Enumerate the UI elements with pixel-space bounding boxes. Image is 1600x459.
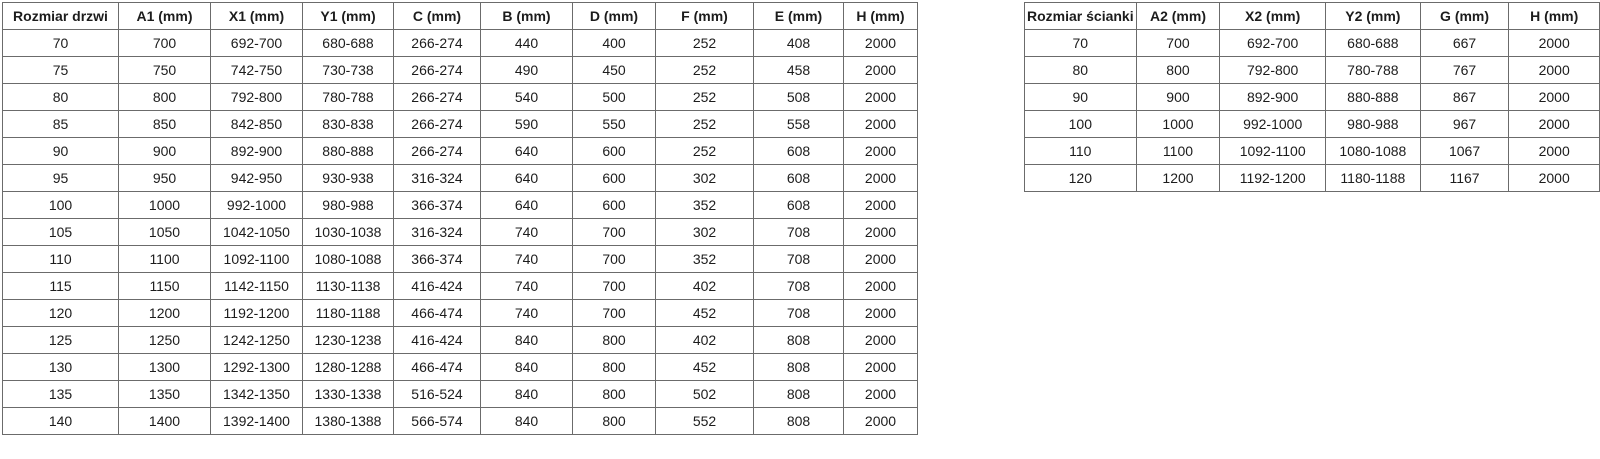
table-row — [3, 165, 918, 192]
table-cell: 2000 — [1509, 57, 1600, 84]
table-cell: 1142-1150 — [211, 273, 303, 300]
table-cell: 316-324 — [394, 165, 481, 192]
table-cell: 867 — [1420, 84, 1509, 111]
table-cell: 840 — [481, 354, 573, 381]
table-cell: 2000 — [844, 138, 918, 165]
table-cell: 2000 — [844, 273, 918, 300]
table-cell: 80 — [1025, 57, 1137, 84]
table-cell: 115 — [3, 273, 119, 300]
table-row — [3, 57, 918, 84]
table-cell: 740 — [481, 300, 573, 327]
table-cell: 120 — [1025, 165, 1137, 192]
table-cell: 2000 — [844, 84, 918, 111]
table-cell: 792-800 — [211, 84, 303, 111]
table-cell: 1080-1088 — [1325, 138, 1420, 165]
table-cell: 302 — [656, 165, 754, 192]
table-cell: 942-950 — [211, 165, 303, 192]
table-cell: 266-274 — [394, 30, 481, 57]
table-cell: 550 — [573, 111, 656, 138]
table-cell: 800 — [573, 327, 656, 354]
table-cell: 992-1000 — [211, 192, 303, 219]
table-cell: 708 — [754, 273, 844, 300]
table-row — [3, 354, 918, 381]
table-cell: 466-474 — [394, 300, 481, 327]
table-cell: 2000 — [844, 192, 918, 219]
table-cell: 125 — [3, 327, 119, 354]
table-cell: 516-524 — [394, 381, 481, 408]
table-cell: 1000 — [1136, 111, 1220, 138]
table-cell: 1400 — [119, 408, 211, 435]
table-cell: 680-688 — [303, 30, 394, 57]
table-cell: 700 — [1136, 30, 1220, 57]
table-cell: 708 — [754, 300, 844, 327]
table-cell: 508 — [754, 84, 844, 111]
table-cell: 466-474 — [394, 354, 481, 381]
table-cell: 1080-1088 — [303, 246, 394, 273]
column-header: A1 (mm) — [119, 3, 211, 30]
table-cell: 110 — [3, 246, 119, 273]
table-cell: 740 — [481, 246, 573, 273]
table-cell: 2000 — [844, 165, 918, 192]
table-cell: 2000 — [844, 300, 918, 327]
table-cell: 800 — [1136, 57, 1220, 84]
table-cell: 366-374 — [394, 246, 481, 273]
table-cell: 266-274 — [394, 138, 481, 165]
table-cell: 252 — [656, 138, 754, 165]
table-cell: 450 — [573, 57, 656, 84]
table-cell: 730-738 — [303, 57, 394, 84]
column-header: Y1 (mm) — [303, 3, 394, 30]
table-cell: 700 — [573, 246, 656, 273]
table-cell: 1280-1288 — [303, 354, 394, 381]
table-cell: 1180-1188 — [303, 300, 394, 327]
table-cell: 1300 — [119, 354, 211, 381]
table-cell: 800 — [119, 84, 211, 111]
table-cell: 950 — [119, 165, 211, 192]
table-cell: 266-274 — [394, 84, 481, 111]
table-cell: 352 — [656, 192, 754, 219]
table-cell: 840 — [481, 408, 573, 435]
table-cell: 1200 — [119, 300, 211, 327]
table-cell: 700 — [573, 300, 656, 327]
table-cell: 490 — [481, 57, 573, 84]
column-header: X1 (mm) — [211, 3, 303, 30]
table-cell: 708 — [754, 219, 844, 246]
table-cell: 2000 — [844, 246, 918, 273]
table-row — [3, 111, 918, 138]
table-cell: 808 — [754, 327, 844, 354]
table-cell: 590 — [481, 111, 573, 138]
table-cell: 1342-1350 — [211, 381, 303, 408]
table-cell: 558 — [754, 111, 844, 138]
table-cell: 90 — [1025, 84, 1137, 111]
table-cell: 1230-1238 — [303, 327, 394, 354]
table-cell: 840 — [481, 327, 573, 354]
column-header: G (mm) — [1420, 3, 1509, 30]
table-cell: 1200 — [1136, 165, 1220, 192]
table-cell: 1092-1100 — [1220, 138, 1326, 165]
table-row — [3, 327, 918, 354]
table-cell: 316-324 — [394, 219, 481, 246]
table-cell: 892-900 — [211, 138, 303, 165]
table-cell: 566-574 — [394, 408, 481, 435]
table-cell: 640 — [481, 192, 573, 219]
table-row — [3, 138, 918, 165]
column-header: E (mm) — [754, 3, 844, 30]
table-cell: 1167 — [1420, 165, 1509, 192]
table-cell: 302 — [656, 219, 754, 246]
table-cell: 1392-1400 — [211, 408, 303, 435]
table-cell: 85 — [3, 111, 119, 138]
table-row — [3, 219, 918, 246]
table-cell: 95 — [3, 165, 119, 192]
table-cell: 767 — [1420, 57, 1509, 84]
table-cell: 800 — [573, 381, 656, 408]
table-cell: 100 — [3, 192, 119, 219]
table-cell: 2000 — [844, 408, 918, 435]
table-cell: 2000 — [1509, 111, 1600, 138]
table-cell: 1350 — [119, 381, 211, 408]
table-cell: 2000 — [844, 381, 918, 408]
table-cell: 1092-1100 — [211, 246, 303, 273]
table-cell: 252 — [656, 57, 754, 84]
table-row — [3, 192, 918, 219]
table-cell: 1180-1188 — [1325, 165, 1420, 192]
table-cell: 900 — [1136, 84, 1220, 111]
table-cell: 842-850 — [211, 111, 303, 138]
table-cell: 552 — [656, 408, 754, 435]
table-cell: 502 — [656, 381, 754, 408]
table-cell: 850 — [119, 111, 211, 138]
table-cell: 90 — [3, 138, 119, 165]
header-row — [1025, 3, 1600, 30]
table-cell: 2000 — [1509, 84, 1600, 111]
table-cell: 667 — [1420, 30, 1509, 57]
table-cell: 135 — [3, 381, 119, 408]
table-cell: 930-938 — [303, 165, 394, 192]
table-cell: 440 — [481, 30, 573, 57]
table-cell: 608 — [754, 165, 844, 192]
table-row — [3, 408, 918, 435]
table-cell: 2000 — [844, 30, 918, 57]
table-cell: 252 — [656, 30, 754, 57]
table-cell: 1130-1138 — [303, 273, 394, 300]
wall-dimensions-table — [1024, 2, 1600, 192]
table-cell: 992-1000 — [1220, 111, 1326, 138]
table-cell: 740 — [481, 273, 573, 300]
table-cell: 808 — [754, 354, 844, 381]
table-cell: 880-888 — [303, 138, 394, 165]
table-cell: 740 — [481, 219, 573, 246]
table-cell: 1050 — [119, 219, 211, 246]
table-cell: 792-800 — [1220, 57, 1326, 84]
table-cell: 980-988 — [303, 192, 394, 219]
table-cell: 700 — [119, 30, 211, 57]
column-header: X2 (mm) — [1220, 3, 1326, 30]
table-cell: 252 — [656, 84, 754, 111]
table-row — [1025, 57, 1600, 84]
table-cell: 808 — [754, 408, 844, 435]
table-cell: 892-900 — [1220, 84, 1326, 111]
table-cell: 1192-1200 — [1220, 165, 1326, 192]
door-dimensions-table — [2, 2, 918, 435]
table-cell: 800 — [573, 354, 656, 381]
table-cell: 400 — [573, 30, 656, 57]
column-header: B (mm) — [481, 3, 573, 30]
table-cell: 750 — [119, 57, 211, 84]
table-cell: 75 — [3, 57, 119, 84]
header-row — [3, 3, 918, 30]
table-cell: 692-700 — [1220, 30, 1326, 57]
table-row — [1025, 165, 1600, 192]
table-cell: 680-688 — [1325, 30, 1420, 57]
table-cell: 1030-1038 — [303, 219, 394, 246]
table-cell: 700 — [573, 219, 656, 246]
table-cell: 1150 — [119, 273, 211, 300]
table-cell: 1067 — [1420, 138, 1509, 165]
table-cell: 800 — [573, 408, 656, 435]
table-cell: 352 — [656, 246, 754, 273]
table-cell: 1100 — [1136, 138, 1220, 165]
table-cell: 880-888 — [1325, 84, 1420, 111]
table-cell: 980-988 — [1325, 111, 1420, 138]
table-cell: 700 — [573, 273, 656, 300]
table-cell: 2000 — [1509, 138, 1600, 165]
table-cell: 105 — [3, 219, 119, 246]
table-cell: 742-750 — [211, 57, 303, 84]
table-row — [3, 30, 918, 57]
table-cell: 1292-1300 — [211, 354, 303, 381]
table-row — [3, 246, 918, 273]
table-cell: 1242-1250 — [211, 327, 303, 354]
table-cell: 80 — [3, 84, 119, 111]
table-cell: 600 — [573, 138, 656, 165]
table-cell: 452 — [656, 354, 754, 381]
table-cell: 452 — [656, 300, 754, 327]
table-cell: 600 — [573, 165, 656, 192]
table-cell: 840 — [481, 381, 573, 408]
table-row — [1025, 138, 1600, 165]
column-header: H (mm) — [844, 3, 918, 30]
table-cell: 2000 — [844, 327, 918, 354]
column-header: Y2 (mm) — [1325, 3, 1420, 30]
table-cell: 640 — [481, 138, 573, 165]
table-cell: 500 — [573, 84, 656, 111]
table-cell: 608 — [754, 138, 844, 165]
table-cell: 967 — [1420, 111, 1509, 138]
table-cell: 366-374 — [394, 192, 481, 219]
table-cell: 608 — [754, 192, 844, 219]
table-cell: 640 — [481, 165, 573, 192]
table-cell: 120 — [3, 300, 119, 327]
table-cell: 458 — [754, 57, 844, 84]
table-cell: 70 — [3, 30, 119, 57]
table-cell: 2000 — [844, 111, 918, 138]
table-cell: 402 — [656, 327, 754, 354]
table-row — [3, 84, 918, 111]
table-row — [1025, 84, 1600, 111]
table-cell: 600 — [573, 192, 656, 219]
table-row — [3, 381, 918, 408]
table-cell: 70 — [1025, 30, 1137, 57]
table-cell: 1250 — [119, 327, 211, 354]
table-cell: 100 — [1025, 111, 1137, 138]
table-cell: 130 — [3, 354, 119, 381]
table-row — [1025, 30, 1600, 57]
table-cell: 708 — [754, 246, 844, 273]
table-cell: 1380-1388 — [303, 408, 394, 435]
table-cell: 252 — [656, 111, 754, 138]
table-cell: 2000 — [844, 219, 918, 246]
table-cell: 808 — [754, 381, 844, 408]
table-cell: 416-424 — [394, 273, 481, 300]
table-cell: 780-788 — [303, 84, 394, 111]
table-cell: 780-788 — [1325, 57, 1420, 84]
table-cell: 2000 — [844, 57, 918, 84]
table-cell: 266-274 — [394, 111, 481, 138]
column-header: A2 (mm) — [1136, 3, 1220, 30]
table-row — [3, 273, 918, 300]
table-cell: 408 — [754, 30, 844, 57]
table-cell: 830-838 — [303, 111, 394, 138]
table-cell: 402 — [656, 273, 754, 300]
table-cell: 1000 — [119, 192, 211, 219]
table-cell: 266-274 — [394, 57, 481, 84]
column-header: C (mm) — [394, 3, 481, 30]
column-header: H (mm) — [1509, 3, 1600, 30]
column-header: F (mm) — [656, 3, 754, 30]
table-cell: 1100 — [119, 246, 211, 273]
table-cell: 540 — [481, 84, 573, 111]
table-cell: 1042-1050 — [211, 219, 303, 246]
table-cell: 416-424 — [394, 327, 481, 354]
table-cell: 1330-1338 — [303, 381, 394, 408]
table-row — [1025, 111, 1600, 138]
table-cell: 1192-1200 — [211, 300, 303, 327]
table-cell: 2000 — [1509, 30, 1600, 57]
table-row — [3, 300, 918, 327]
table-cell: 2000 — [1509, 165, 1600, 192]
table-cell: 692-700 — [211, 30, 303, 57]
column-header: Rozmiar drzwi — [3, 3, 119, 30]
column-header: Rozmiar ścianki — [1025, 3, 1137, 30]
table-cell: 2000 — [844, 354, 918, 381]
table-cell: 110 — [1025, 138, 1137, 165]
table-cell: 900 — [119, 138, 211, 165]
table-cell: 140 — [3, 408, 119, 435]
column-header: D (mm) — [573, 3, 656, 30]
